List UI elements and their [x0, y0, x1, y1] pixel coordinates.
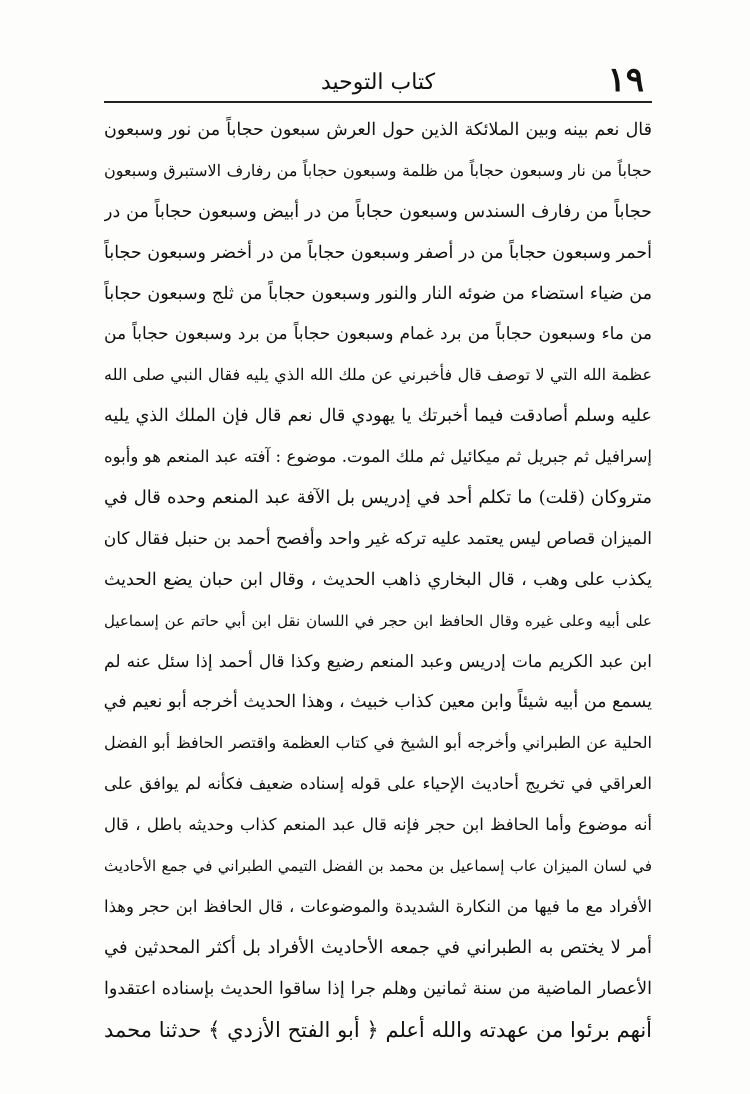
text-line: أمر لا يختص به الطبراني في جمعه الأحاديث الأفراد بل أكثر المحدثين في: [104, 936, 652, 958]
page-header: [104, 58, 652, 102]
text-line: الأعصار الماضية من سنة ثمانين وهلم جرا إذا ساقوا الحديث بإسناده اعتقدوا: [104, 978, 652, 999]
text-line: متروكان (قلت) ما تكلم أحد في إدريس بل الآفة عبد المنعم وحده قال في: [104, 487, 652, 509]
text-line: العراقي في تخريج أحاديث الإحياء على قوله إسناده ضعيف فكأنه لم يوافق على: [104, 774, 652, 794]
text-line: يكذب على وهب ، قال البخاري ذاهب الحديث ، وقال ابن حبان يضع الحديث: [104, 569, 652, 590]
text-line: من ضياء استضاء من ضوئه النار والنور وسبعون حجاباً من ثلج وسبعون حجاباً: [104, 283, 652, 304]
text-line: حجاباً من رفارف السندس وسبعون حجاباً من در أبيض وسبعون حجاباً من در: [104, 201, 652, 222]
header-rule: [104, 101, 652, 103]
text-line: أنهم برئوا من عهدته والله أعلم ﴿ أبو الفتح الأزدي ﴾ حدثنا محمد: [104, 1017, 652, 1042]
text-line: على أبيه وعلى غيره وقال الحافظ ابن حجر في اللسان نقل ابن أبي حاتم عن إسماعيل: [104, 611, 652, 630]
text-line: من ماء وسبعون حجاباً من برد غمام وسبعون حجاباً من برد وسبعون حجاباً من: [104, 324, 652, 345]
text-line: الحلية عن الطبراني وأخرجه أبو الشيخ في كتاب العظمة واقتصر الحافظ أبو الفضل: [104, 733, 652, 753]
body-text: [104, 110, 652, 1050]
text-line: ابن عبد الكريم مات إدريس وعبد المنعم رضيع وكذا قال أحمد إذا سئل عنه لم: [104, 651, 652, 672]
text-line: عليه وسلم أصادقت فيما أخبرتك يا يهودي قال نعم قال فإن الملك الذي يليه: [104, 406, 652, 427]
text-line: قال نعم بينه وبين الملائكة الذين حول العرش سبعون حجاباً من نور وسبعون: [104, 120, 652, 140]
text-line: في لسان الميزان عاب إسماعيل بن محمد بن الفضل التيمي الطبراني في جمع الأحاديث: [104, 857, 652, 876]
text-line: الأفراد مع ما فيها من النكارة الشديدة والموضوعات ، قال الحافظ ابن حجر وهذا: [104, 896, 652, 916]
text-line: الميزان قصاص ليس يعتمد عليه تركه غير واحد وأفصح أحمد بن حنبل فقال كان: [104, 528, 652, 549]
text-line: أحمر وسبعون حجاباً من در أصفر وسبعون حجاباً من در أخضر وسبعون حجاباً: [104, 242, 652, 263]
book-title: كتاب التوحيد: [320, 70, 436, 95]
text-line: يسمع من أبيه شيئاً وابن معين كذاب خبيث ، وهذا الحديث أخرجه أبو نعيم في: [104, 692, 652, 713]
text-line: إسرافيل ثم جبريل ثم ميكائيل ثم ملك الموت. موضوع : آفته عبد المنعم هو وأبوه: [104, 447, 652, 467]
text-line: عظمة الله التي لا توصف قال فأخبرني عن ملك الله الذي يليه فقال النبي صلى الله: [104, 365, 652, 385]
text-line: حجاباً من نار وسبعون حجاباً من ظلمة وسبعون حجاباً من رفارف الاستبرق وسبعون: [104, 160, 652, 180]
page-number: ١٩: [607, 60, 644, 100]
text-line: أنه موضوع وأما الحافظ ابن حجر فإنه قال عبد المنعم كذاب وحديثه باطل ، قال: [104, 815, 652, 835]
